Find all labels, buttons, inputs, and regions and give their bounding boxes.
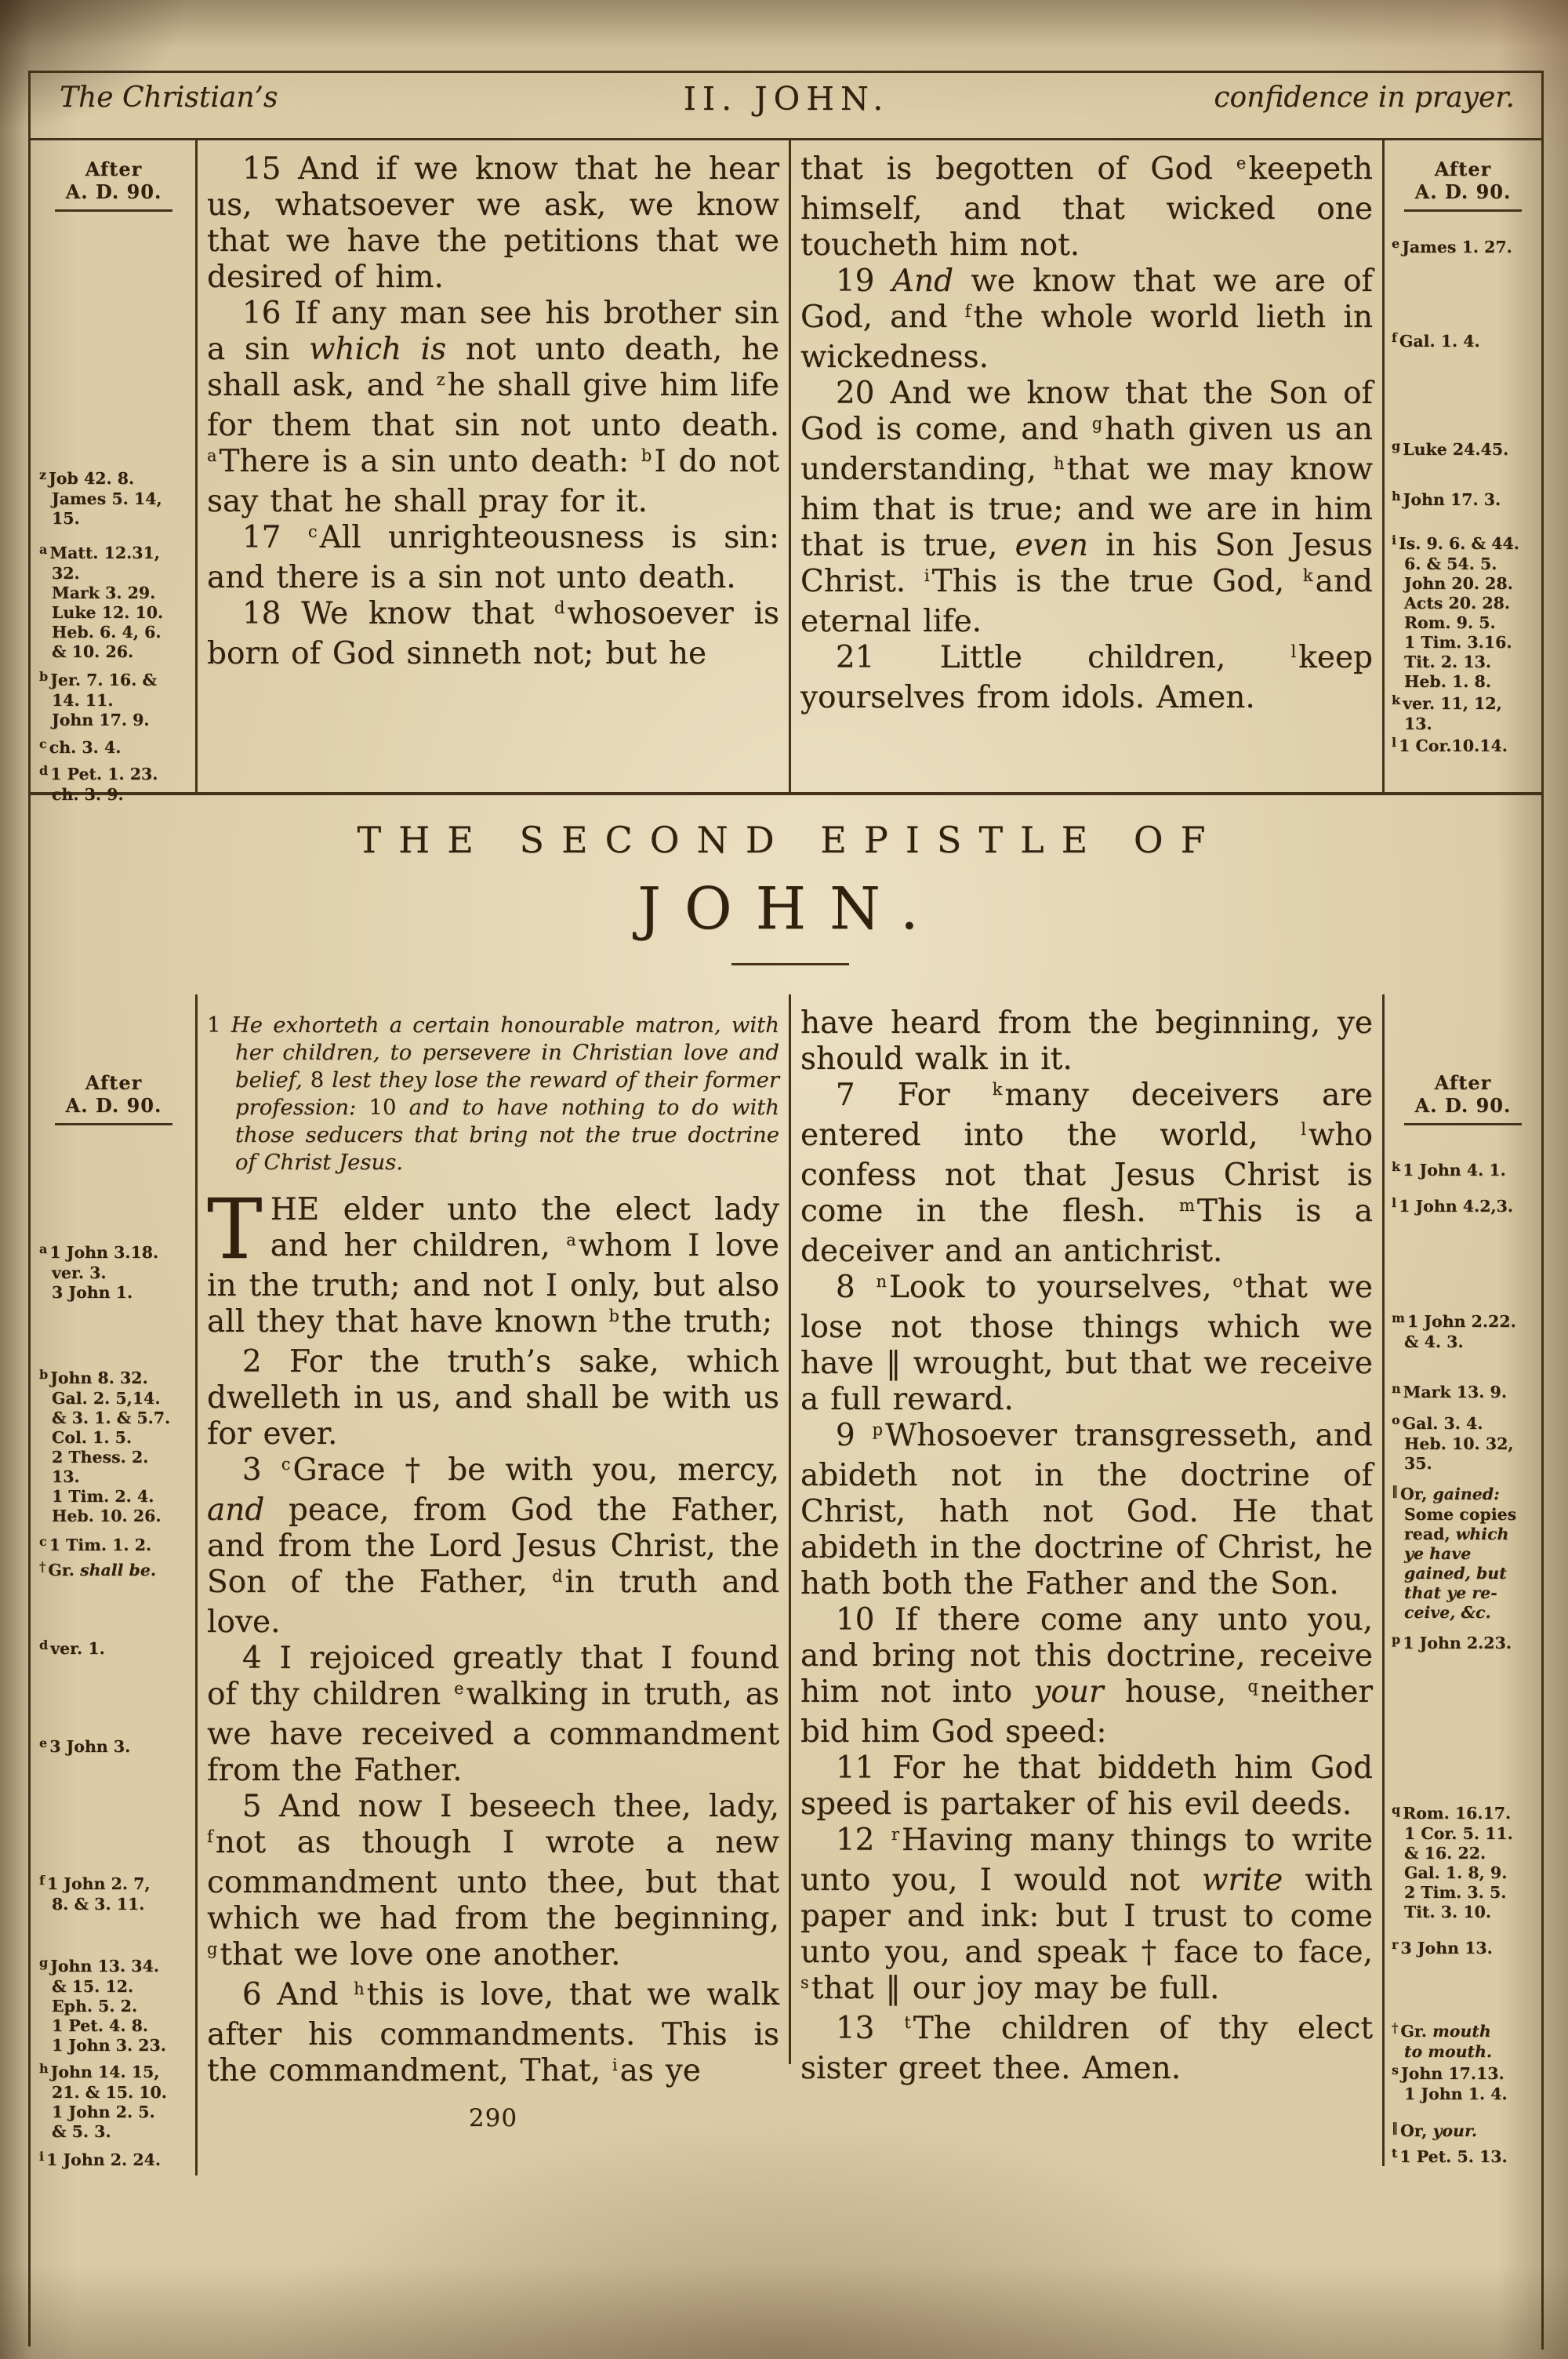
running-head-left: The Christian’s [60, 82, 278, 114]
verse-ref-letter: d [552, 1567, 563, 1586]
left-margin-column [33, 140, 194, 804]
date-header-line: After [85, 158, 143, 180]
margin-note [39, 1561, 194, 1581]
margin-note [1392, 1197, 1541, 1217]
note-reference-mark: i [39, 2149, 45, 2164]
margin-note-line: Heb. 6. 4, 6. [52, 623, 162, 642]
verse-ref-letter: i [612, 2055, 618, 2074]
note-reference-mark: g [39, 1955, 49, 1970]
running-head-title: II. JOHN. [683, 80, 890, 118]
margin-note-line: $^t$ 1 Pet. 5. 13. [1392, 2146, 1508, 2166]
italic-text: He exhorteth a certain honourable matron, with her children, to persevere in Christian love and belief, [230, 1012, 779, 1092]
italic-text: even [1014, 528, 1088, 563]
verse-ref-letter: n [876, 1272, 887, 1291]
note-reference-mark: h [1392, 489, 1401, 503]
verse-ref-letter: r [891, 1825, 900, 1844]
note-reference-mark: † [1392, 2020, 1399, 2035]
italic-text: your [1033, 1674, 1104, 1710]
first-john-end-section [0, 140, 1568, 804]
verse: 10 If there come any unto you, and bring not this doctrine, receive him not into your house, $^q$neither bid him God speed: [800, 1602, 1373, 1750]
margin-note-line: 3 John 1. [52, 1283, 133, 1302]
margin-notes [33, 140, 194, 804]
verse: 7 For $^k$many deceivers are entered into the world, $^l$who confess not that Jesus Christ is come in the flesh. $^m$This is a deceiver and an antichrist. [800, 1078, 1373, 1269]
italic-text: shall be. [80, 1561, 157, 1579]
margin-note-line: & 10. 26. [52, 642, 134, 661]
date-header-line: After [1434, 1071, 1492, 1094]
verse-ref-letter: l [1301, 1120, 1307, 1139]
note-reference-mark: p [1392, 1632, 1401, 1647]
margin-note-line: Gal. 1. 8, 9. [1404, 1863, 1508, 1882]
note-reference-mark: e [1392, 236, 1400, 251]
margin-note-line: $^k$ 1 John 4. 1. [1392, 1159, 1506, 1180]
margin-note [1392, 1634, 1541, 1654]
verse-ref-letter: d [554, 598, 565, 617]
epistle-heading-line2: JOHN. [637, 875, 942, 943]
verse: that is begotten of God $^e$keepeth himself, and that wicked one toucheth him not. [800, 151, 1373, 263]
margin-note-line: † Gr. shall be. [39, 1559, 157, 1579]
margin-note-line: $^g$ Luke 24.45. [1392, 438, 1509, 459]
margin-note-line: Eph. 5. 2. [52, 1997, 138, 2016]
verse: 21 Little children, $^l$keep yourselves from idols. Amen. [800, 640, 1373, 715]
verse: THE elder unto the elect lady and her children, $^a$whom I love in the truth; and not I only, but also all they that have known $^b$the truth; [207, 1181, 779, 1339]
note-reference-mark: q [1392, 1802, 1401, 1817]
margin-note [39, 1536, 194, 1556]
margin-note [39, 671, 194, 730]
verse: 13 $^t$The children of thy elect sister greet thee. Amen. [800, 2011, 1373, 2086]
verse-ref-letter: b [608, 1307, 619, 1325]
margin-note [39, 469, 194, 529]
margin-note-line: $^e$ 3 John 3. [39, 1736, 131, 1756]
margin-note-line: & 15. 12. [52, 1977, 134, 1996]
left-margin-column [33, 994, 194, 2259]
margin-note-line: $^s$ John 17.13. [1392, 2063, 1504, 2083]
note-reference-mark: e [39, 1736, 48, 1750]
margin-note [1392, 490, 1541, 511]
italic-text: gained: [1432, 1485, 1500, 1503]
margin-note [1392, 2147, 1541, 2168]
epistle-heading-line1: THE SECOND EPISTLE OF [357, 819, 1223, 861]
verse-ref-letter: m [1178, 1196, 1195, 1215]
margin-note-line: $^e$ James 1. 27. [1392, 236, 1512, 256]
note-reference-mark: h [39, 2061, 49, 2076]
margin-note [1392, 440, 1541, 460]
margin-note-line: $^c$ ch. 3. 4. [39, 736, 122, 757]
margin-note-line: $^f$ Gal. 1. 4. [1392, 330, 1480, 351]
margin-note-line: 1 John 2. 5. [52, 2103, 155, 2121]
italic-text: to mouth. [1404, 2042, 1493, 2061]
margin-note [1392, 694, 1541, 734]
italic-text: which is [309, 332, 447, 367]
italic-text: and to have nothing to do with those seducers that bring not the true doctrine of Christ Jesus. [235, 1095, 779, 1175]
verse-block [207, 1012, 779, 2093]
text-column-right [791, 994, 1381, 2259]
italic-text: that ye re- [1404, 1583, 1497, 1602]
margin-note-line: & 16. 22. [1404, 1844, 1486, 1863]
margin-note-line: 2 Thess. 2. [52, 1448, 149, 1467]
margin-note-line: $^n$ Mark 13. 9. [1392, 1381, 1507, 1401]
note-reference-mark: ‖ [1392, 2120, 1398, 2135]
note-reference-mark: o [1392, 1412, 1400, 1427]
verse-ref-letter: f [964, 302, 971, 321]
text-column-left [198, 140, 787, 794]
margin-note [39, 1639, 194, 1659]
verse-ref-letter: z [436, 370, 445, 389]
margin-note-line: $^q$ Rom. 16.17. [1392, 1802, 1512, 1823]
verse: 18 We know that $^d$whosoever is born of God sinneth not; but he [207, 596, 779, 671]
note-reference-mark: ‖ [1392, 1483, 1398, 1498]
verse-ref-letter: c [281, 1455, 291, 1474]
margin-note-line: Some copies [1404, 1505, 1517, 1524]
page-number: 290 [468, 2104, 518, 2132]
margin-note-line: 6. & 54. 5. [1404, 554, 1497, 573]
margin-notes [33, 994, 194, 2259]
margin-note-line: Tit. 3. 10. [1404, 1903, 1491, 1921]
margin-note-line: $^f$ 1 John 2. 7, [39, 1873, 151, 1893]
margin-note-line: 1 Tim. 2. 4. [52, 1487, 154, 1506]
verse-block [207, 151, 779, 672]
margin-note-line: ‖ Or, gained: [1392, 1483, 1500, 1503]
verse-ref-letter: k [1302, 566, 1313, 585]
verse-ref-letter: h [1054, 454, 1065, 473]
margin-notes [1385, 994, 1541, 2259]
italic-text: mouth [1432, 2022, 1491, 2041]
right-margin-column [1385, 140, 1541, 794]
margin-note-line [1392, 1544, 1541, 1564]
margin-note-line: Acts 20. 28. [1404, 594, 1511, 612]
verse: 19 And we know that we are of God, and $^f$the whole world lieth in wickedness. [800, 264, 1374, 375]
margin-note [39, 1874, 194, 1914]
italic-text: lest they lose the reward of their former profession: [235, 1067, 780, 1120]
margin-note [39, 2063, 194, 2142]
margin-note-line: 1 John 1. 4. [1404, 2085, 1508, 2103]
page-frame-top-rule [28, 71, 1543, 73]
verse: 2 For the truth’s sake, which dwelleth in us, and shall be with us for ever. [207, 1344, 779, 1452]
verse-ref-letter: k [992, 1080, 1003, 1099]
margin-note-line: $^g$ John 13. 34. [39, 1955, 159, 1976]
margin-note-line: $^k$ ver. 11, 12, [1392, 692, 1502, 713]
margin-note [39, 1957, 194, 2055]
italic-text: and [207, 1492, 265, 1528]
margin-note-line: $^r$ 3 John 13. [1392, 1937, 1493, 1957]
margin-note-line: Heb. 1. 8. [1404, 672, 1491, 691]
note-reference-mark: b [39, 669, 49, 684]
note-reference-mark: c [39, 736, 47, 751]
margin-note-line: $^i$ 1 John 2. 24. [39, 2149, 162, 2169]
margin-note [1392, 2064, 1541, 2104]
chapter-argument: 1 He exhorteth a certain honourable matron, with her children, to persevere in Christian love and belief, 8 lest they lose the reward of their former profession: 10 and to have nothing to do with those seducers that bring not the true doctrine of Christ Jesus. [207, 1012, 780, 1175]
margin-note-line: Heb. 10. 32, [1404, 1434, 1514, 1453]
date-header-line: After [1434, 158, 1492, 180]
italic-text: gained, but [1404, 1564, 1507, 1583]
running-head [30, 75, 1543, 138]
margin-note-line: $^l$ 1 John 4.2,3. [1392, 1195, 1514, 1216]
verse-ref-letter: t [904, 2013, 911, 2032]
verse: 11 For he that biddeth him God speed is partaker of his evil deeds. [800, 1750, 1373, 1822]
verse: 5 And now I beseech thee, lady, $^f$not as though I wrote a new commandment unto thee, but that which we had from the beginning, $^g$that we love one another. [207, 1789, 779, 1972]
verse-ref-letter: h [354, 1979, 365, 1998]
margin-note-line: 13. [1404, 714, 1432, 733]
italic-text: ye have [1404, 1544, 1472, 1563]
note-reference-mark: s [1392, 2063, 1399, 2077]
margin-note-line: 1 Pet. 4. 8. [52, 2016, 148, 2035]
drop-cap: T [207, 1181, 263, 1278]
note-reference-mark: z [39, 467, 47, 482]
margin-note [1392, 1161, 1541, 1181]
margin-note-line: John 17. 9. [52, 711, 150, 729]
margin-note-line: $^i$ Is. 9. 6. & 44. [1392, 533, 1519, 553]
margin-note-line: Gal. 2. 5,14. [52, 1389, 161, 1408]
italic-text: ceive, &c. [1404, 1603, 1491, 1622]
margin-note-line: 2 Tim. 3. 5. [1404, 1883, 1507, 1902]
margin-note [1392, 1485, 1541, 1623]
margin-note [39, 738, 194, 758]
margin-note-line: 1 Tim. 3.16. [1404, 633, 1512, 652]
margin-note-line: $^a$ 1 John 3.18. [39, 1241, 159, 1262]
note-reference-mark: † [39, 1559, 46, 1574]
verse-ref-letter: a [207, 446, 217, 465]
margin-note-line: ver. 3. [52, 1263, 107, 1282]
margin-note-line: 32. [52, 564, 80, 583]
note-reference-mark: t [1392, 2146, 1398, 2161]
margin-note-line: ‖ Or, your. [1392, 2120, 1477, 2140]
note-reference-mark: m [1392, 1310, 1405, 1325]
margin-note-line: Col. 1. 5. [52, 1428, 132, 1447]
margin-note-line: $^h$ John 17. 3. [1392, 489, 1501, 509]
verse: 3 $^c$Grace † be with you, mercy, and peace, from God the Father, and from the Lord Jesus Christ, the Son of the Father, $^d$in truth and love. [207, 1452, 779, 1640]
text-column-left [198, 994, 787, 2259]
margin-note-line: 14. 11. [52, 691, 114, 710]
margin-note-line: Heb. 10. 26. [52, 1507, 162, 1525]
margin-note-line: $^b$ John 8. 32. [39, 1367, 148, 1387]
margin-note-line: Rom. 9. 5. [1404, 613, 1496, 632]
verse-ref-letter: q [1247, 1677, 1258, 1696]
margin-note-line: 21. & 15. 10. [52, 2083, 167, 2102]
margin-note-line: 1 John 3. 23. [52, 2036, 166, 2055]
verse-ref-letter: e [1236, 154, 1247, 173]
verse-ref-letter: o [1232, 1272, 1243, 1291]
italic-text: your. [1432, 2121, 1477, 2140]
right-margin-column [1385, 994, 1541, 2259]
verse: 17 $^c$All unrighteousness is sin: and there is a sin not unto death. [207, 520, 779, 595]
verse-ref-letter: s [800, 1973, 809, 1992]
margin-note [39, 1369, 194, 1526]
margin-note-line: 15. [52, 509, 80, 528]
verse-ref-letter: a [566, 1230, 576, 1249]
margin-note [1392, 238, 1541, 258]
margin-note-line: Tit. 2. 13. [1404, 652, 1491, 671]
italic-text: which [1455, 1525, 1509, 1543]
epistle-heading [198, 794, 1382, 994]
note-reference-mark: c [39, 1534, 47, 1549]
date-header-line: A. D. 90. [65, 1094, 162, 1117]
margin-note-line: $^a$ Matt. 12.31, [39, 542, 160, 562]
margin-note [1392, 2022, 1541, 2062]
margin-note-line: $^d$ 1 Pet. 1. 23. [39, 763, 158, 783]
note-reference-mark: l [1392, 1195, 1397, 1210]
margin-note-line: $^b$ Jer. 7. 16. & [39, 669, 157, 689]
verse: 20 And we know that the Son of God is come, and $^g$hath given us an understanding, $^h$that we may know him that is true; and we are in him that is true, even in his Son Jesus Christ. $^i$This is the true God, $^k$and eternal life. [800, 376, 1373, 639]
margin-note-line: John 20. 28. [1404, 574, 1513, 593]
note-reference-mark: k [1392, 692, 1401, 707]
note-reference-mark: g [1392, 438, 1401, 453]
margin-note-line [1392, 1564, 1541, 1583]
margin-note-line: $^o$ Gal. 3. 4. [1392, 1412, 1483, 1433]
note-reference-mark: i [1392, 533, 1397, 547]
verse: 6 And $^h$this is love, that we walk after his commandments. This is the commandment, That, $^i$as ye [207, 1977, 779, 2088]
date-header-line: After [85, 1071, 143, 1094]
margin-note-line: & 4. 3. [1404, 1332, 1464, 1351]
margin-note [1392, 1312, 1541, 1352]
date-header-line: A. D. 90. [65, 180, 162, 203]
margin-note-line: Mark 3. 29. [52, 583, 156, 602]
margin-note-line [1392, 1583, 1541, 1603]
italic-text: write [1201, 1863, 1283, 1898]
margin-note-line: 1 Cor. 5. 11. [1404, 1824, 1513, 1843]
italic-text: And [891, 264, 954, 299]
margin-note-line: 13. [52, 1467, 80, 1486]
verse-ref-letter: l [1290, 642, 1297, 661]
note-reference-mark: l [1392, 735, 1397, 750]
note-reference-mark: f [39, 1873, 45, 1888]
margin-note [1392, 332, 1541, 352]
margin-note-line: $^h$ John 14. 15, [39, 2061, 160, 2081]
note-reference-mark: a [39, 542, 48, 557]
margin-note-line: James 5. 14, [52, 489, 162, 508]
margin-note [1392, 736, 1541, 757]
verse: 4 I rejoiced greatly that I found of thy children $^e$walking in truth, as we have received a commandment from the Father. [207, 1641, 780, 1788]
margin-note [39, 2150, 194, 2171]
margin-note-line: & 5. 3. [52, 2122, 111, 2141]
running-head-right: confidence in prayer. [1214, 82, 1515, 114]
margin-note-line: $^c$ 1 Tim. 1. 2. [39, 1534, 152, 1554]
margin-note [1392, 1804, 1541, 1922]
note-reference-mark: b [39, 1367, 49, 1382]
margin-note-line: † Gr. mouth [1392, 2020, 1491, 2041]
margin-note-line: $^m$ 1 John 2.22. [1392, 1310, 1516, 1331]
note-reference-mark: r [1392, 1937, 1399, 1952]
margin-note-line: Luke 12. 10. [52, 603, 164, 622]
verse-ref-letter: p [872, 1420, 884, 1439]
verse: 9 $^p$Whosoever transgresseth, and abideth not in the doctrine of Christ, hath not God. He that abideth in the doctrine of Christ, he hath both the Father and the Son. [800, 1418, 1373, 1601]
verse: 8 $^n$Look to yourselves, $^o$that we lose not those things which we have ‖ wrought, but that we receive a full reward. [800, 1270, 1373, 1417]
margin-note [39, 543, 194, 662]
verse: 12 $^r$Having many things to write unto you, I would not write with paper and ink: but I trust to come unto you, and speak † face to face, $^s$that ‖ our joy may be full. [800, 1823, 1373, 2006]
margin-note-line: 35. [1404, 1454, 1432, 1473]
margin-note-line: ch. 3. 9. [52, 785, 124, 804]
verse: have heard from the beginning, ye should walk in it. [800, 1005, 1373, 1077]
note-reference-mark: d [39, 763, 49, 778]
date-header-line: A. D. 90. [1414, 180, 1512, 203]
verse-ref-letter: g [207, 1939, 218, 1958]
margin-note-line [1392, 2042, 1541, 2062]
margin-note [39, 1243, 194, 1303]
note-reference-mark: f [1392, 330, 1397, 345]
margin-note [1392, 1383, 1541, 1403]
note-reference-mark: a [39, 1241, 48, 1256]
verse-ref-letter: b [641, 446, 652, 465]
margin-note [39, 765, 194, 805]
second-john-section [0, 994, 1568, 2259]
margin-note [39, 1737, 194, 1757]
margin-note [1392, 1414, 1541, 1474]
verse-ref-letter: i [924, 566, 930, 585]
text-column-right [791, 140, 1381, 794]
note-reference-mark: n [1392, 1381, 1401, 1396]
margin-note-line: & 3. 1. & 5.7. [52, 1408, 171, 1427]
margin-note-line: $^d$ ver. 1. [39, 1637, 105, 1658]
verse-ref-letter: e [454, 1679, 464, 1698]
note-reference-mark: d [39, 1637, 49, 1652]
margin-note-line: $^z$ Job 42. 8. [39, 467, 135, 488]
epistle-heading-rule [731, 963, 849, 965]
note-reference-mark: k [1392, 1159, 1401, 1174]
margin-note-line: $^p$ 1 John 2.23. [1392, 1632, 1512, 1652]
verse-ref-letter: f [207, 1827, 213, 1846]
margin-note-line [1392, 1603, 1541, 1623]
margin-note-line: read, which [1404, 1525, 1509, 1543]
margin-note-line: $^l$ 1 Cor.10.14. [1392, 735, 1508, 755]
verse-ref-letter: c [307, 522, 318, 541]
verse-block [800, 151, 1373, 716]
margin-note-line: 8. & 3. 11. [52, 1895, 145, 1914]
verse: 16 If any man see his brother sin a sin which is not unto death, he shall ask, and $^z$he shall give him life for them that sin not unto death. $^a$There is a sin unto death: $^b$I do not say that he shall pray for it. [207, 296, 779, 519]
verse-block [800, 1005, 1373, 2087]
margin-note [1392, 2121, 1541, 2142]
date-header-line: A. D. 90. [1414, 1094, 1512, 1117]
verse: 15 And if we know that he hear us, whatsoever we ask, we know that we have the petitions that we desired of him. [207, 151, 779, 295]
margin-notes [1385, 140, 1541, 794]
margin-note [1392, 1939, 1541, 1959]
verse-ref-letter: g [1091, 414, 1103, 433]
margin-note [1392, 534, 1541, 692]
